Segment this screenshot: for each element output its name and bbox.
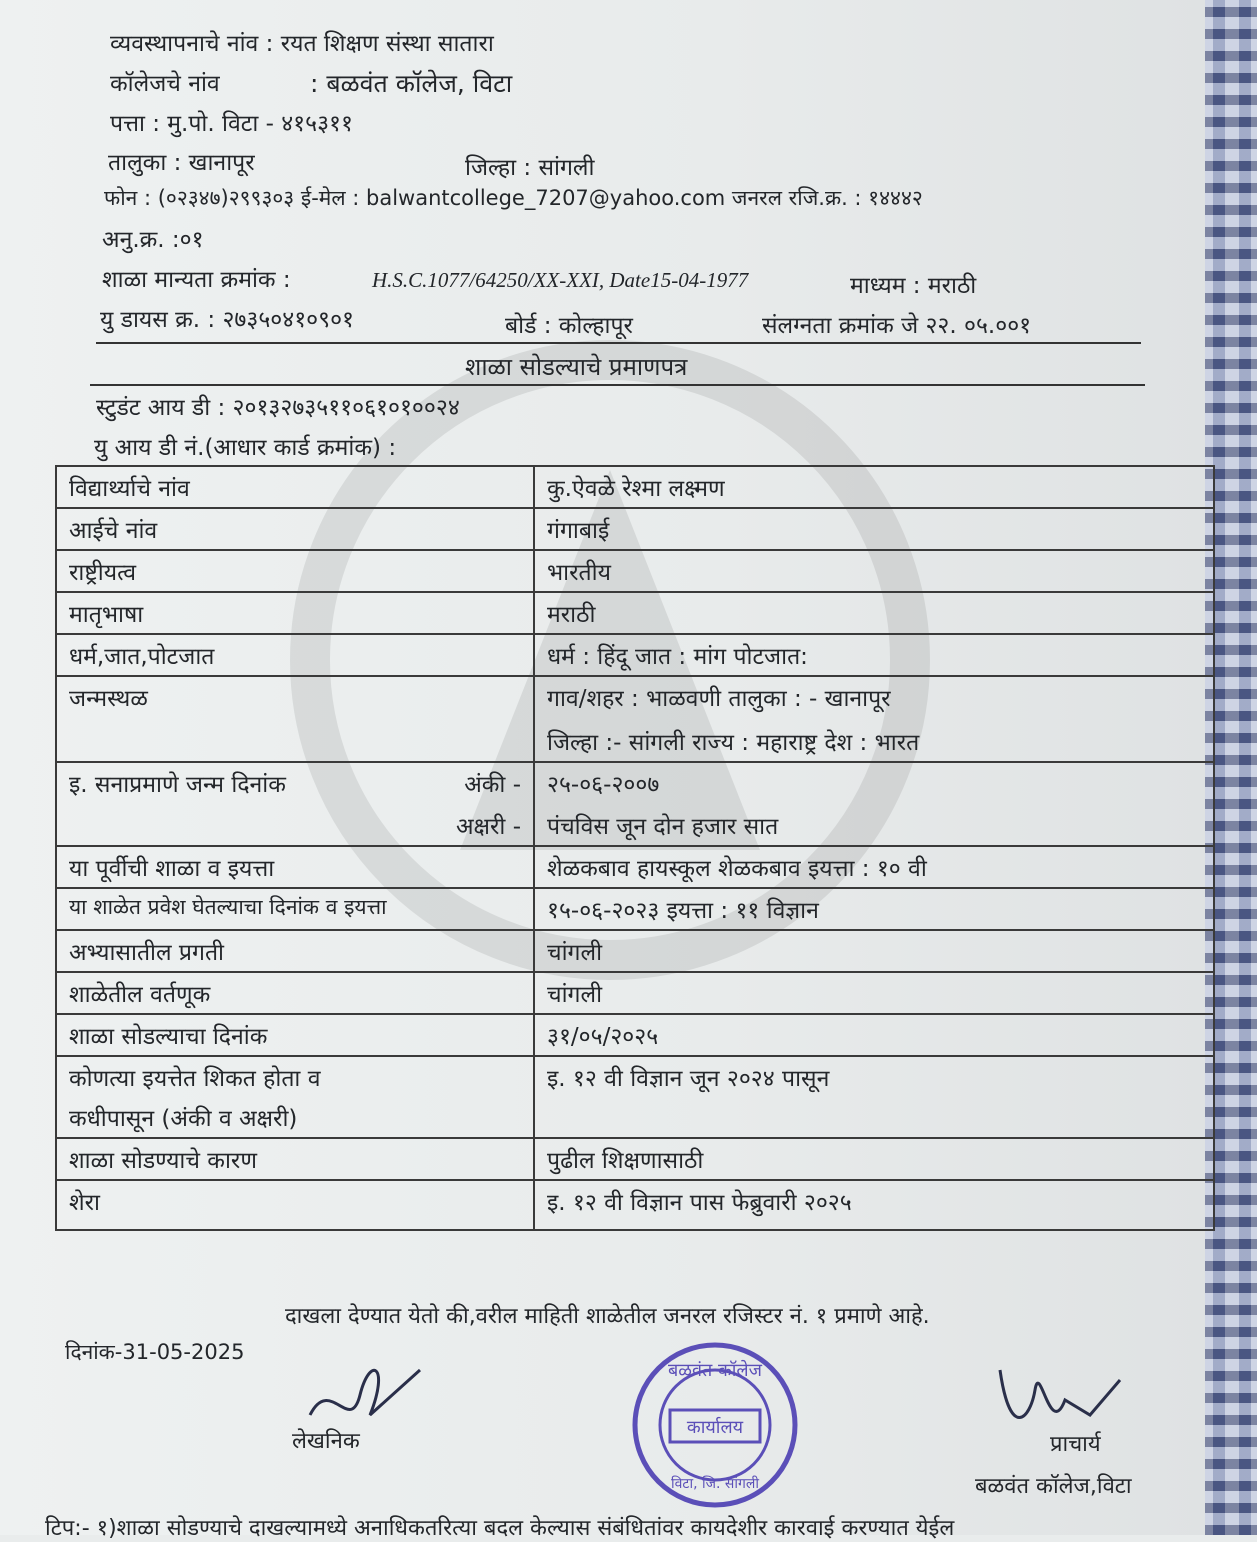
table-row — [56, 634, 1214, 676]
dob-numeric: २५-०६-२००७ — [547, 772, 660, 798]
field-value: ३१/०५/२०२५ — [534, 1014, 1214, 1056]
recognition-label: शाळा मान्यता क्रमांक : — [102, 267, 291, 293]
dob-words: पंचविस जून दोन हजार सात — [547, 814, 779, 840]
phone-email: फोन : (०२३४७)२९९३०३ ई-मेल : balwantcollege_7207@yahoo.com जनरल रजि.क्र. : १४४४२ — [104, 186, 923, 210]
certificate-table — [55, 465, 1215, 1231]
stamp-center-text: कार्यालय — [686, 1417, 744, 1438]
field-label: या पूर्वीची शाळा व इयत्ता — [56, 846, 534, 888]
field-value: चांगली — [534, 930, 1214, 972]
stamp-top-text: बळवंत कॉलेज — [668, 1360, 762, 1381]
field-label: राष्ट्रीयत्व — [56, 550, 534, 592]
class-label-line-1: कोणत्या इयत्तेत शिकत होता व — [69, 1066, 321, 1092]
certificate-title: शाळा सोडल्याचे प्रमाणपत्र — [465, 353, 688, 381]
field-value — [534, 676, 1214, 762]
address: पत्ता : मु.पो. विटा - ४१५३११ — [110, 111, 353, 137]
field-label: जन्मस्थळ — [56, 676, 534, 762]
college-name: : बळवंत कॉलेज, विटा — [310, 69, 513, 98]
udise-number: यु डायस क्र. : २७३५०४१०९०१ — [100, 307, 355, 333]
principal-label: प्राचार्य — [1050, 1432, 1101, 1457]
affiliation-number: संलग्नता क्रमांक जे २२. ०५.००१ — [762, 313, 1032, 339]
office-stamp — [630, 1340, 800, 1510]
header-rule — [96, 342, 1141, 344]
field-label: विद्यार्थ्याचे नांव — [56, 466, 534, 508]
college-label: कॉलेजचे नांव — [110, 71, 220, 97]
dob-label-line — [69, 767, 521, 799]
field-value: चांगली — [534, 972, 1214, 1014]
field-value: धर्म : हिंदू जात : मांग पोटजात: — [534, 634, 1214, 676]
dob-numeric-label: अंकी - — [464, 772, 521, 798]
issue-date: दिनांक-31-05-2025 — [65, 1340, 245, 1364]
field-label: शेरा — [56, 1180, 534, 1230]
table-row — [56, 972, 1214, 1014]
field-value: भारतीय — [534, 550, 1214, 592]
birthplace-line-1: गाव/शहर : भाळवणी तालुका : - खानापूर — [547, 686, 891, 712]
field-value: इ. १२ वी विज्ञान जून २०२४ पासून — [534, 1056, 1214, 1138]
stamp-bottom-text: विटा, जि. सांगली — [671, 1476, 759, 1492]
field-value: शेळकबाव हायस्कूल शेळकबाव इयत्ता : १० वी — [534, 846, 1214, 888]
table-row — [56, 1014, 1214, 1056]
title-rule — [90, 384, 1145, 386]
dob-label: इ. सनाप्रमाणे जन्म दिनांक — [69, 772, 286, 798]
field-label: धर्म,जात,पोटजात — [56, 634, 534, 676]
management-name: व्यवस्थापनाचे नांव : रयत शिक्षण संस्था सातारा — [110, 31, 494, 57]
declaration: दाखला देण्यात येतो की,वरील माहिती शाळेतील जनरल रजिस्टर नं. १ प्रमाणे आहे. — [285, 1304, 930, 1329]
serial-number: अनु.क्र. :०१ — [102, 227, 204, 253]
board: बोर्ड : कोल्हापूर — [505, 313, 633, 339]
field-value: १५-०६-२०२३ इयत्ता : ११ विज्ञान — [534, 888, 1214, 930]
clerk-label: लेखनिक — [292, 1429, 360, 1454]
field-value — [534, 762, 1214, 846]
aadhaar-label: यु आय डी नं.(आधार कार्ड क्रमांक) : — [94, 435, 397, 461]
field-label: मातृभाषा — [56, 592, 534, 634]
field-value: कु.ऐवळे रेश्मा लक्ष्मण — [534, 466, 1214, 508]
table-row — [56, 888, 1214, 930]
table-row — [56, 930, 1214, 972]
birthplace-line-2: जिल्हा :- सांगली राज्य : महाराष्ट्र देश : भारत — [547, 730, 920, 756]
field-label: या शाळेत प्रवेश घेतल्याचा दिनांक व इयत्ता — [56, 888, 534, 930]
table-row — [56, 846, 1214, 888]
taluka: तालुका : खानापूर — [108, 150, 255, 176]
field-value: पुढील शिक्षणासाठी — [534, 1138, 1214, 1180]
class-label-line-2: कधीपासून (अंकी व अक्षरी) — [69, 1106, 298, 1132]
table-row — [56, 1180, 1214, 1230]
field-label: आईचे नांव — [56, 508, 534, 550]
table-row — [56, 466, 1214, 508]
table-row — [56, 762, 1214, 846]
field-value: इ. १२ वी विज्ञान पास फेब्रुवारी २०२५ — [534, 1180, 1214, 1230]
field-label: अभ्यासातील प्रगती — [56, 930, 534, 972]
field-label: शाळा सोडल्याचा दिनांक — [56, 1014, 534, 1056]
table-row — [56, 676, 1214, 762]
district: जिल्हा : सांगली — [465, 155, 595, 181]
medium: माध्यम : मराठी — [850, 273, 977, 299]
field-label — [56, 1056, 534, 1138]
table-row — [56, 1138, 1214, 1180]
footnote: टिप:- १)शाळा सोडण्याचे दाखल्यामध्ये अनाधिकतरित्या बदल केल्यास संबंधितांवर कायदेशीर कारवाई करण्यात येईल — [45, 1516, 955, 1541]
principal-college: बळवंत कॉलेज,विटा — [975, 1474, 1132, 1499]
recognition-number: H.S.C.1077/64250/XX-XXI, Date15-04-1977 — [372, 268, 749, 292]
field-label — [56, 762, 534, 846]
table-row — [56, 592, 1214, 634]
student-id: स्टुडंट आय डी : २०१३२७३५११०६१०१००२४ — [96, 395, 460, 421]
table-row — [56, 550, 1214, 592]
dob-words-label: अक्षरी - — [455, 814, 521, 840]
table-row — [56, 1056, 1214, 1138]
table-row — [56, 508, 1214, 550]
field-value: गंगाबाई — [534, 508, 1214, 550]
field-label: शाळेतील वर्तणूक — [56, 972, 534, 1014]
field-value: मराठी — [534, 592, 1214, 634]
field-label: शाळा सोडण्याचे कारण — [56, 1138, 534, 1180]
